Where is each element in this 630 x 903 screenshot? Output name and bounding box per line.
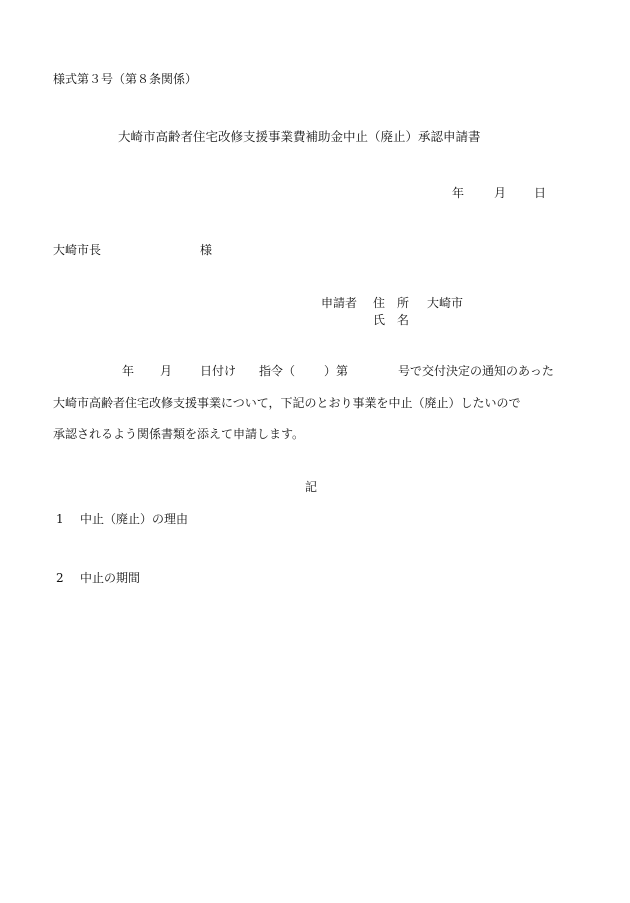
body-month: 月 [160,364,173,378]
ki-heading: 記 [305,480,318,494]
body-dated: 日付け [200,364,237,378]
date-day: 日 [534,186,547,200]
body-line3: 承認されるよう関係書類を添えて申請します。 [53,427,305,441]
applicant-label: 申請者 [321,296,358,310]
item-number: 1 [56,512,64,526]
address-label: 住 所 [373,296,410,310]
date-month: 月 [494,186,507,200]
document-title: 大崎市高齢者住宅改修支援事業費補助金中止（廃止）承認申請書 [118,129,481,144]
body-directive-close: ）第 [324,364,349,378]
addressee-honorific: 様 [200,243,213,257]
item-label: 中止の期間 [80,571,141,585]
form-number: 様式第３号（第８条関係） [53,72,198,86]
item-number: 2 [56,571,64,585]
addressee-name: 大崎市長 [53,243,102,257]
body-line1-rest: 号で交付決定の通知のあった [398,364,554,378]
body-directive-open: 指令（ [259,364,296,378]
date-year: 年 [452,186,465,200]
address-value: 大崎市 [427,296,464,310]
item-label: 中止（廃止）の理由 [80,512,189,526]
name-label: 氏 名 [373,313,410,327]
body-year: 年 [122,364,135,378]
body-line2: 大崎市高齢者住宅改修支援事業について，下記のとおり事業を中止（廃止）したいので [53,396,521,410]
